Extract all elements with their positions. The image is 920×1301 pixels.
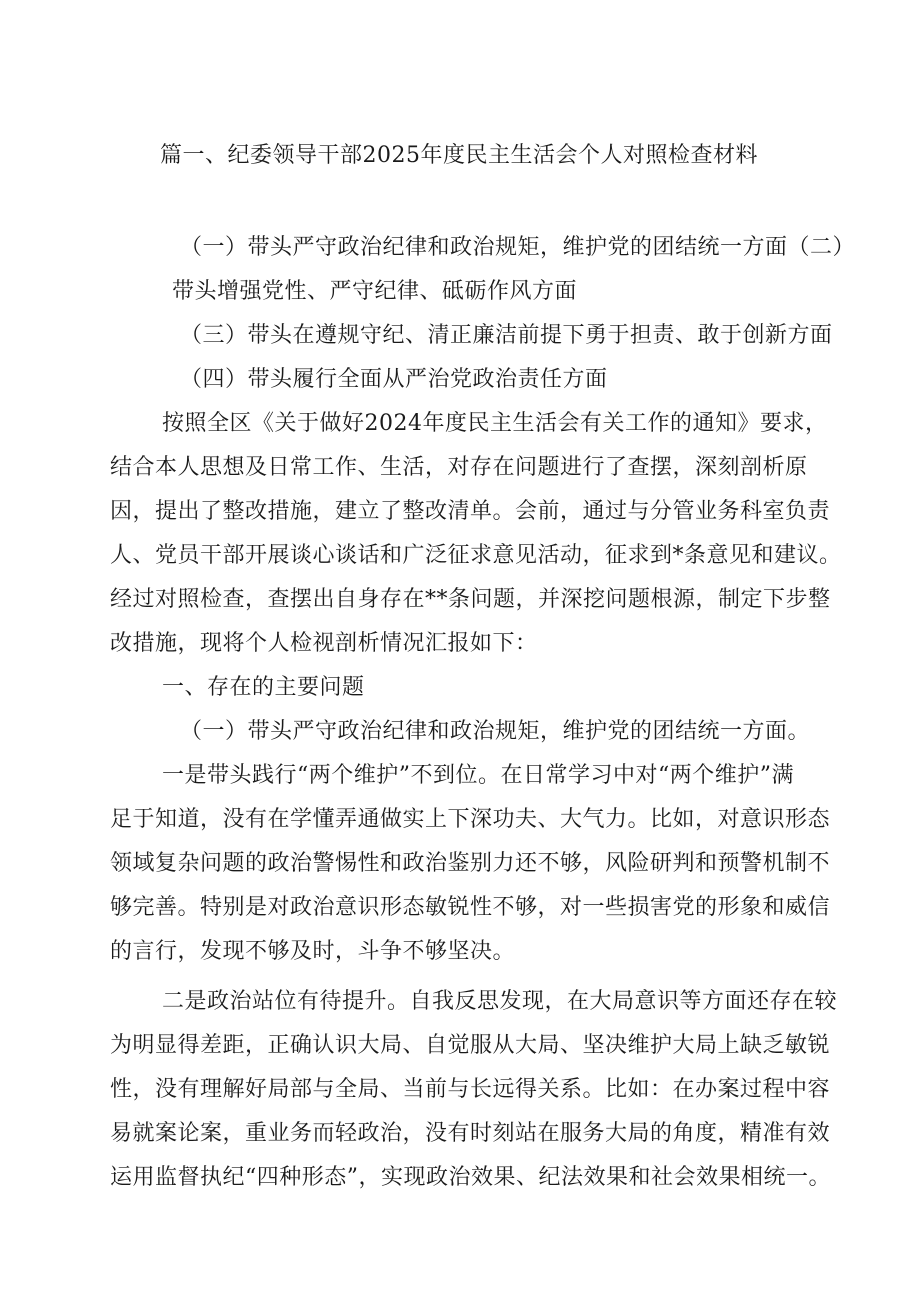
point2-line-2: 为明显得差距，正确认识大局、自觉服从大局、坚决维护大局上缺乏敏锐 xyxy=(110,1033,831,1058)
outline-line-4: （四）带头履行全面从严治党政治责任方面 xyxy=(180,367,608,392)
outline-line-3: （三）带头在遵规守纪、清正廉洁前提下勇于担责、敢于创新方面 xyxy=(180,323,833,348)
outline-line-1: （一）带头严守政治纪律和政治规矩，维护党的团结统一方面（二） xyxy=(180,235,856,260)
intro-line-5: 经过对照检查，查摆出自身存在**条问题，并深挖问题根源，制定下步整 xyxy=(110,587,831,612)
intro-line-3: 因，提出了整改措施，建立了整改清单。会前，通过与分管业务科室负责 xyxy=(110,499,831,524)
document-title: 篇一、纪委领导干部2025年度民主生活会个人对照检查材料 xyxy=(160,143,758,168)
point1-line-4: 够完善。特别是对政治意识形态敏锐性不够，对一些损害党的形象和威信 xyxy=(110,895,831,920)
point1-line-2: 足于知道，没有在学懂弄通做实上下深功夫、大气力。比如，对意识形态 xyxy=(110,807,831,832)
intro-line-1: 按照全区《关于做好2024年度民主生活会有关工作的通知》要求， xyxy=(162,411,828,436)
outline-line-2: 带头增强党性、严守纪律、砥砺作风方面 xyxy=(172,279,578,304)
intro-line-6: 改措施，现将个人检视剖析情况汇报如下： xyxy=(110,631,538,656)
point2-line-3: 性，没有理解好局部与全局、当前与长远得关系。比如：在办案过程中容 xyxy=(110,1077,831,1102)
intro-line-2: 结合本人思想及日常工作、生活，对存在问题进行了查摆，深刻剖析原 xyxy=(110,455,808,480)
point2-line-1: 二是政治站位有待提升。自我反思发现，在大局意识等方面还存在较 xyxy=(162,989,838,1014)
point1-line-1: 一是带头践行“两个维护”不到位。在日常学习中对“两个维护”满 xyxy=(162,763,794,788)
point1-line-5: 的言行，发现不够及时，斗争不够坚决。 xyxy=(110,939,516,964)
subsection-heading: （一）带头严守政治纪律和政治规矩，维护党的团结统一方面。 xyxy=(180,719,811,744)
point1-line-3: 领域复杂问题的政治警惕性和政治鉴别力还不够，风险研判和预警机制不 xyxy=(110,851,831,876)
point2-line-5: 运用监督执纪“四种形态”，实现政治效果、纪法效果和社会效果相统一。 xyxy=(110,1165,831,1190)
section-heading: 一、存在的主要问题 xyxy=(162,675,365,700)
point2-line-4: 易就案论案，重业务而轻政治，没有时刻站在服务大局的角度，精准有效 xyxy=(110,1121,831,1146)
intro-line-4: 人、党员干部开展谈心谈话和广泛征求意见活动，征求到*条意见和建议。 xyxy=(110,543,842,568)
